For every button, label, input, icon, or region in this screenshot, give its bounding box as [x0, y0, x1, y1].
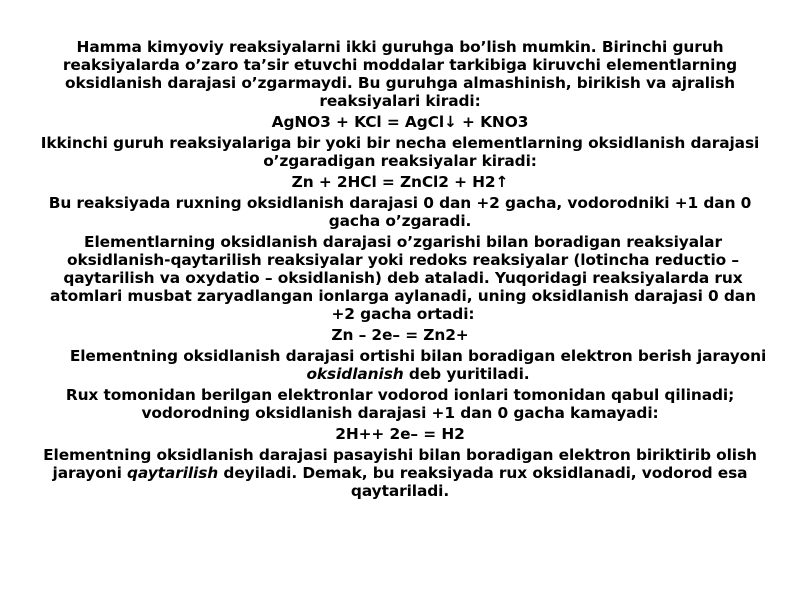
oxidation-term: oksidlanish: [306, 365, 404, 383]
paragraph-reduction-definition: [30, 446, 770, 500]
paragraph-hydrogen-reduction: Rux tomonidan berilgan elektronlar vodorod ionlari tomonidan qabul qilinadi; vodorodning oksidlanish darajasi +1 dan 0 gacha kamayadi:: [65, 386, 735, 422]
oxidation-text-b: deb yuritiladi.: [408, 365, 530, 383]
text-body: [30, 38, 770, 503]
paragraph-intro: Hamma kimyoviy reaksiyalarni ikki guruhga bo’lish mumkin. Birinchi guruh reaksiyalarda o’zaro ta’sir etuvchi moddalar tarkibiga kiruvchi elementlarning oksidlanish darajasi o’zgarmaydi. Bu guruhga almashinish, birikish va ajralish reaksiyalari kiradi:: [62, 38, 738, 110]
reduction-text-b: deyiladi. Demak, bu reaksiyada rux oksidlanadi, vodorod esa qaytariladi.: [223, 464, 748, 500]
equation-zn-oxidation: Zn – 2e– = Zn2+: [331, 326, 469, 344]
equation-zn-hcl: Zn + 2HCl = ZnCl2 + H2↑: [291, 173, 509, 191]
equation-agno3-kcl: AgNO3 + KCl = AgCl↓ + KNO3: [271, 113, 529, 131]
reduction-text-a: Elementning oksidlanish darajasi pasayishi bilan boradigan elektron biriktirib olish jarayoni: [43, 446, 757, 482]
paragraph-oxidation-states: Bu reaksiyada ruxning oksidlanish darajasi 0 dan +2 gacha, vodorodniki +1 dan 0 gacha o’zgaradi.: [48, 194, 752, 230]
paragraph-oxidation-definition: [30, 347, 770, 383]
paragraph-redox-definition: Elementlarning oksidlanish darajasi o’zgarishi bilan boradigan reaksiyalar oksidlanish-qaytarilish reaksiyalar yoki redoks reaksiyalar (lotincha reductio – qaytarilish va oxydatio – oksidlanish) deb ataladi. Yuqoridagi reaksiyalarda rux atomlari musbat zaryadlangan ionlarga aylanadi, uning oksidlanish darajasi 0 dan +2 gacha ortadi:: [50, 233, 756, 323]
reduction-term: qaytarilish: [127, 464, 219, 482]
oxidation-text-a: Elementning oksidlanish darajasi ortishi bilan boradigan elektron berish jarayoni: [69, 347, 767, 365]
equation-h2-reduction: 2H++ 2e– = H2: [335, 425, 465, 443]
paragraph-second-group: Ikkinchi guruh reaksiyalariga bir yoki bir necha elementlarning oksidlanish darajasi o’zgaradigan reaksiyalar kiradi:: [40, 134, 760, 170]
